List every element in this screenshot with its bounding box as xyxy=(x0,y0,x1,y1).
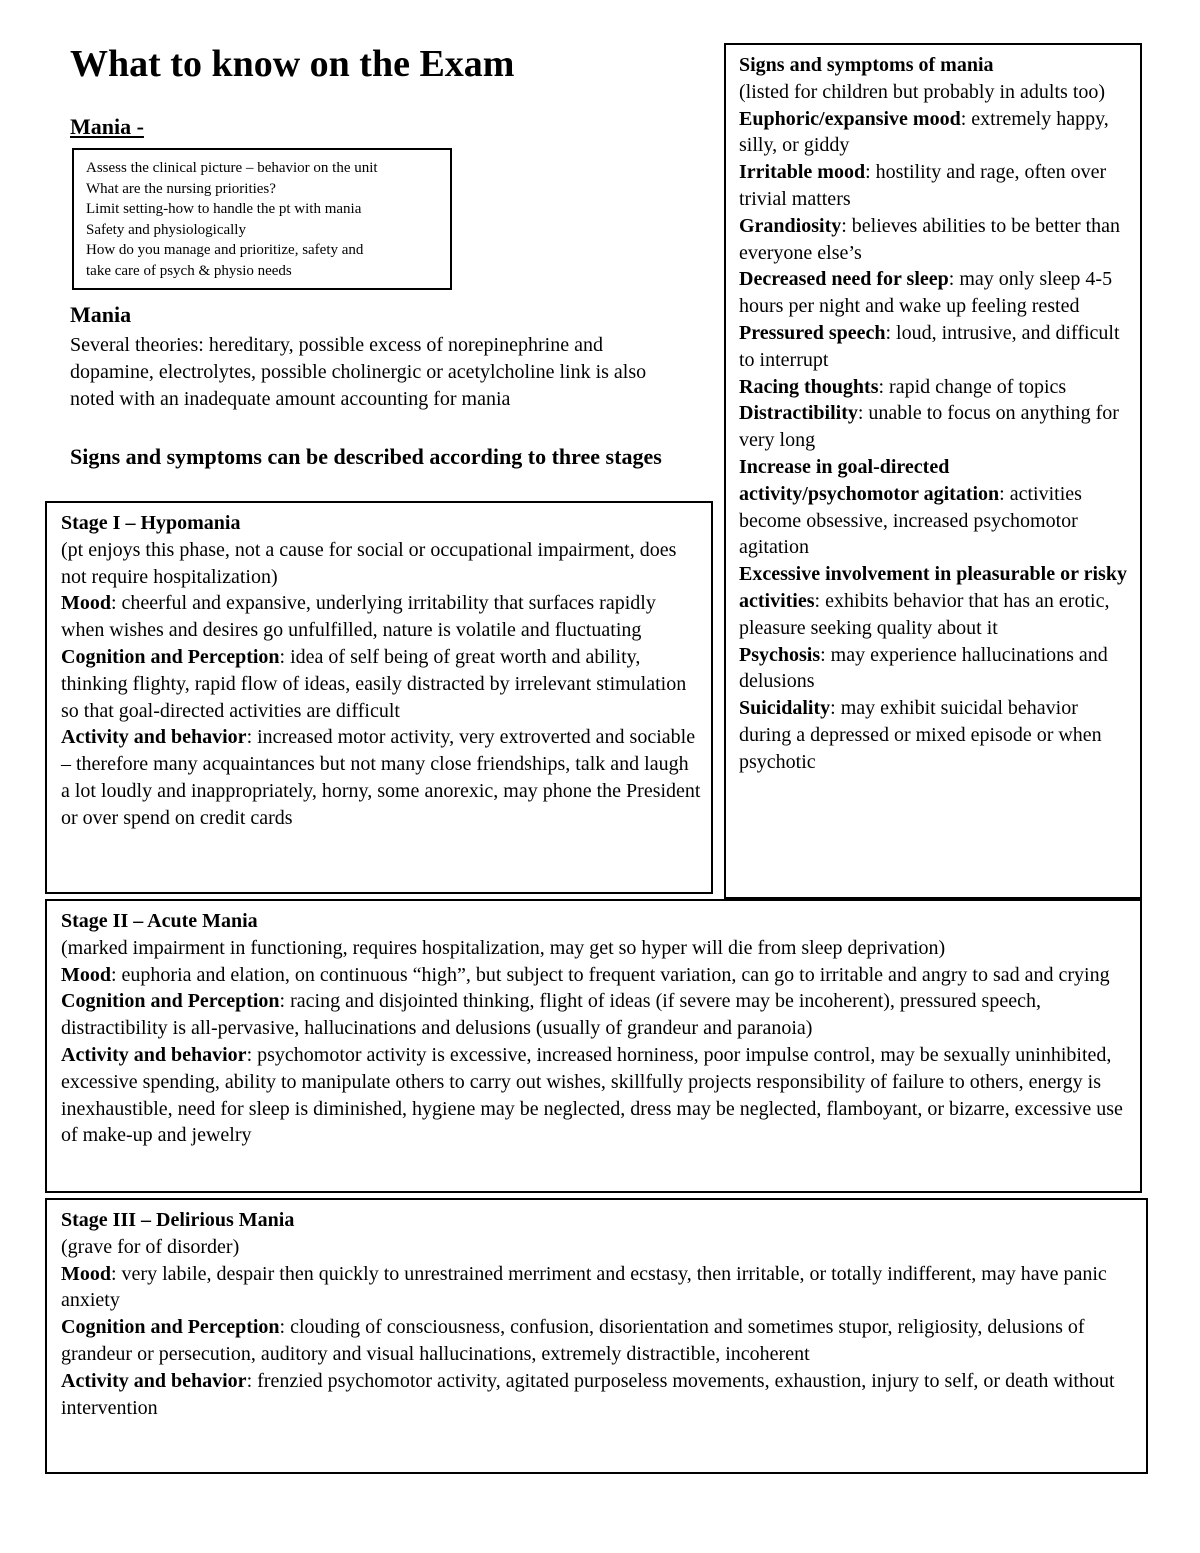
stage-1-note: (pt enjoys this phase, not a cause for social or occupational impairment, does not require hospitalization) xyxy=(61,538,677,588)
page-title: What to know on the Exam xyxy=(70,43,515,85)
item-text: : may exhibit suicidal behavior during a depressed or mixed episode or when psychotic xyxy=(739,697,1102,773)
symptoms-note: (listed for children but probably in adults too) xyxy=(739,80,1106,103)
stage-1-title: Stage I – Hypomania xyxy=(61,512,241,534)
item-text: : unable to focus on anything for very long xyxy=(739,402,1119,452)
item-text: : believes abilities to be better than everyone else’s xyxy=(739,214,1121,264)
item-text: : frenzied psychomotor activity, agitated purposeless movements, exhaustion, injury to self, or death without intervention xyxy=(61,1369,1115,1419)
item-label: Increase in goal-directed activity/psychomotor agitation xyxy=(739,455,1000,505)
assess-line: Assess the clinical picture – behavior on the unit xyxy=(86,160,378,176)
assess-line: take care of psych & physio needs xyxy=(86,262,292,279)
item-text: : loud, intrusive, and difficult to interrupt xyxy=(739,321,1120,371)
item-label: Activity and behavior xyxy=(61,1369,247,1392)
stage-2-item xyxy=(61,988,1130,1042)
stage-3-item xyxy=(61,1314,1136,1368)
item-text: : rapid change of topics xyxy=(878,375,1067,398)
assess-line: Limit setting-how to handle the pt with mania xyxy=(86,201,362,217)
item-label: Pressured speech xyxy=(739,321,886,344)
item-label: Distractibility xyxy=(739,402,858,425)
item-label: Mood xyxy=(61,592,111,615)
item-label: Cognition and Perception xyxy=(61,990,280,1013)
symptom-item xyxy=(739,400,1132,454)
symptoms-title: Signs and symptoms of mania xyxy=(739,54,994,76)
item-label: Euphoric/expansive mood xyxy=(739,107,961,130)
signs-intro-heading: Signs and symptoms can be described according to three stages xyxy=(70,444,662,469)
symptom-item xyxy=(739,320,1132,374)
item-label: Activity and behavior xyxy=(61,1043,247,1066)
stage-3-title: Stage III – Delirious Mania xyxy=(61,1209,295,1231)
item-text: : euphoria and elation, on continuous “high”, but subject to frequent variation, can go to irritable and angry to sad and crying xyxy=(111,963,1110,986)
stage-1-item xyxy=(61,590,701,644)
item-text: : clouding of consciousness, confusion, disorientation and sometimes stupor, religiosity, delusions of grandeur or persecution, auditory and visual hallucinations, extremely distractible, incoherent xyxy=(61,1316,1085,1365)
item-text: : exhibits behavior that has an erotic, pleasure seeking quality about it xyxy=(739,589,1110,639)
item-text: : may experience hallucinations and delusions xyxy=(739,643,1108,693)
stage-1-item xyxy=(61,724,701,831)
item-text: : psychomotor activity is excessive, increased horniness, poor impulse control, may be sexually uninhibited, excessive spending, ability to manipulate others to carry out wishes, skillfully projects responsibility of failure to others, energy is inexhaustible, need for sleep is diminished, hygiene may be neglected, dress may be neglected, flamboyant, or bizarre, excessive use of make-up and jewelry xyxy=(61,1043,1123,1147)
item-label: Irritable mood xyxy=(739,161,866,184)
mania-subheading: Mania - xyxy=(70,114,144,139)
item-text: : cheerful and expansive, underlying irritability that surfaces rapidly when wishes and desires go unfulfilled, nature is volatile and fluctuating xyxy=(61,592,656,642)
symptom-item xyxy=(739,374,1132,401)
stage-2-item xyxy=(61,1042,1130,1149)
item-text: : increased motor activity, very extroverted and sociable – therefore many acquaintances but not many close friendships, talk and laugh a lot loudly and inappropriately, horny, some anorexic, may phone the President or over spend on credit cards xyxy=(61,726,701,829)
theories-paragraph: Several theories: hereditary, possible excess of norepinephrine and dopamine, electrolytes, possible cholinergic or acetylcholine link is also noted with an inadequate amount accounting for mania xyxy=(70,334,647,410)
assessment-box xyxy=(72,148,452,290)
item-label: Grandiosity xyxy=(739,214,842,237)
stage-1-box xyxy=(45,501,713,894)
item-label: Suicidality xyxy=(739,697,831,720)
item-text: : hostility and rage, often over trivial matters xyxy=(739,161,1107,210)
item-label: Cognition and Perception xyxy=(61,1316,280,1339)
item-label: Racing thoughts xyxy=(739,375,879,398)
stage-3-box xyxy=(45,1198,1148,1474)
item-text: : idea of self being of great worth and ability, thinking flighty, rapid flow of ideas, easily distracted by irrelevant stimulation so that goal-directed activities are difficult xyxy=(61,645,687,722)
item-label: Mood xyxy=(61,963,111,986)
symptom-item xyxy=(739,695,1132,775)
item-label: Activity and behavior xyxy=(61,726,247,749)
symptom-item xyxy=(739,213,1132,267)
symptom-item xyxy=(739,642,1132,696)
mania-heading: Mania xyxy=(70,302,132,327)
symptom-item xyxy=(739,454,1132,561)
stage-2-box xyxy=(45,899,1142,1193)
item-text: : extremely happy, silly, or giddy xyxy=(739,107,1109,157)
item-label: Decreased need for sleep xyxy=(739,268,949,291)
symptom-item xyxy=(739,106,1132,160)
assess-line: What are the nursing priorities? xyxy=(86,180,276,197)
item-label: Psychosis xyxy=(739,643,821,666)
item-text: : very labile, despair then quickly to unrestrained merriment and ecstasy, then irritable, or totally indifferent, may have panic anxiety xyxy=(61,1262,1107,1312)
item-label: Excessive involvement in pleasurable or risky activities xyxy=(739,563,1127,612)
assess-line: How do you manage and prioritize, safety and xyxy=(86,242,364,258)
item-text: : activities become obsessive, increased psychomotor agitation xyxy=(739,482,1082,559)
stage-2-title: Stage II – Acute Mania xyxy=(61,910,258,932)
assess-line: Safety and physiologically xyxy=(86,221,246,238)
stage-2-note: (marked impairment in functioning, requires hospitalization, may get so hyper will die from sleep deprivation) xyxy=(61,936,946,959)
stage-2-item xyxy=(61,962,1130,989)
stage-3-item xyxy=(61,1261,1136,1315)
stage-1-item xyxy=(61,644,701,724)
stage-3-item xyxy=(61,1368,1136,1422)
item-text: : may only sleep 4-5 hours per night and wake up feeling rested xyxy=(739,268,1113,318)
symptoms-box xyxy=(724,43,1142,899)
item-text: : racing and disjointed thinking, flight of ideas (if severe may be incoherent), pressured speech, distractibility is all-pervasive, hallucinations and delusions (usually of grandeur and paranoia) xyxy=(61,990,1041,1040)
stage-3-note: (grave for of disorder) xyxy=(61,1235,240,1258)
item-label: Mood xyxy=(61,1262,111,1285)
symptom-item xyxy=(739,266,1132,320)
symptom-item xyxy=(739,159,1132,213)
symptom-item xyxy=(739,561,1132,641)
item-label: Cognition and Perception xyxy=(61,645,280,668)
